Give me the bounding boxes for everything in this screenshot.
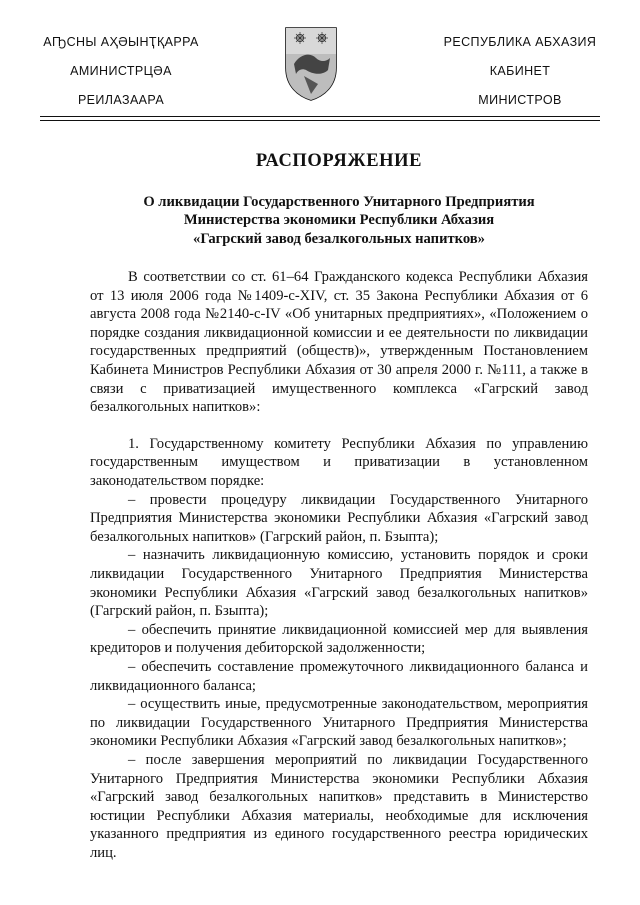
- preamble-paragraph: В соответствии со ст. 61–64 Гражданского кодекса Республики Абхазия от 13 июля 2006 года №1409-с-XIV, ст. 35 Закона Республики Абхазия от 6 августа 2008 года №2140-с-IV «Об унитарных предприятиях», «Положением о порядке создания ликвидационной комиссии и ее деятельности по ликвидации государственных предприятий (обществ)», утвержденным Постановлением Кабинета Министров Республики Абхазия от 30 апреля 2000 г. №111, а также в связи с приватизацией имущественного комплекса «Гагрский завод безалкогольных напитков»:: [90, 269, 588, 416]
- letterhead-left-line: РЕИЛАЗААРА: [77, 93, 165, 107]
- item-1-dash: – осуществить иные, предусмотренные законодательством, мероприятия по ликвидации Государственного Унитарного Предприятия Министерства экономики Республики Абхазия «Гагрский завод безалкогольных напитков»;: [90, 696, 588, 750]
- subject-line: Министерства экономики Республики Абхазия: [183, 212, 495, 229]
- letterhead-rule: [40, 120, 600, 121]
- letterhead-left-line: АМИНИСТРЦӘА: [70, 64, 172, 78]
- document-body: [90, 152, 588, 863]
- letterhead-right-line: КАБИНЕТ: [489, 64, 551, 78]
- document-subject: [90, 193, 588, 249]
- letterhead-right-line: МИНИСТРОВ: [478, 93, 562, 107]
- letterhead-right-line: РЕСПУБЛИКА АБХАЗИЯ: [443, 35, 597, 49]
- item-1-dash: – после завершения мероприятий по ликвидации Государственного Унитарного Предприятия Министерства экономики Республики Абхазия «Гагрский завод безалкогольных напитков» представить в Министерство юстиции Республики Абхазия материалы, необходимые для исключения указанного предприятия из единого государственного реестра юридических лиц.: [90, 751, 588, 861]
- letterhead-left-line: АҦСНЫ АҲӘЫНҬҚАРРА: [43, 35, 199, 49]
- item-1-dash: – назначить ликвидационную комиссию, установить порядок и сроки ликвидации Государственного Унитарного Предприятия Министерства экономики Республики Абхазия «Гагрский завод безалкогольных напитков» (Гагрский район, п. Бзыпта);: [90, 547, 588, 620]
- letterhead-abkhaz-title: [36, 28, 206, 115]
- coat-of-arms-icon: [282, 24, 340, 102]
- item-1-dash: – провести процедуру ликвидации Государственного Унитарного Предприятия Министерства экономики Республики Абхазия «Гагрский завод безалкогольных напитков» (Гагрский район, п. Бзыпта);: [90, 491, 588, 545]
- item-1-dash: – обеспечить принятие ликвидационной комиссией мер для выявления кредиторов и получения дебиторской задолженности;: [90, 621, 588, 657]
- item-1-dash: – обеспечить составление промежуточного ликвидационного баланса и ликвидационного баланса;: [90, 658, 588, 694]
- subject-line: «Гагрский завод безалкогольных напитков»: [193, 230, 485, 247]
- subject-line: О ликвидации Государственного Унитарного Предприятия: [143, 193, 535, 210]
- letterhead: [0, 0, 640, 125]
- document-title: РАСПОРЯЖЕНИЕ: [255, 151, 423, 171]
- letterhead-rule: [40, 116, 600, 117]
- letterhead-russian-title: [440, 28, 600, 115]
- item-1-intro: 1. Государственному комитету Республики Абхазия по управлению государственным имуществом и приватизации в установленном законодательством порядке:: [90, 435, 588, 490]
